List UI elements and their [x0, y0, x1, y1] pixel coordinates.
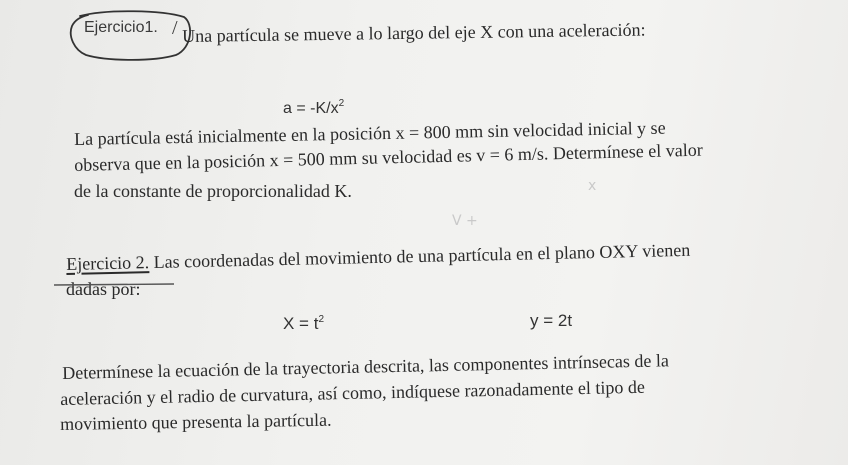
exercise1-slash: / [172, 17, 178, 39]
bleed-through-mark: V + [452, 213, 478, 229]
exercise2-paragraph-line-1: Determínese la ecuación de la trayectoria descrita, las componentes intrínsecas de la [62, 350, 670, 383]
exercise2-equation-y: y = 2t [530, 311, 573, 330]
exercise2-equation-x [283, 314, 324, 334]
equation-a-exponent: 2 [338, 98, 345, 109]
exercise2-statement-line-2: dadas por: [66, 279, 141, 299]
exercise1-label: Ejercicio1. [84, 19, 158, 36]
exercise1-paragraph-line-3: de la constante de proporcionalidad K. [74, 181, 352, 201]
equation-x-lhs: X = t [283, 314, 319, 333]
exercise2-statement: Las coordenadas del movimiento de una partícula en el plano OXY vienen [148, 239, 691, 273]
exercise2-paragraph-line-3: movimiento que presenta la partícula. [60, 409, 332, 434]
exercise1-paragraph-line-1: La partícula está inicialmente en la posición x = 800 mm sin velocidad inicial y se [74, 117, 666, 149]
equation-a-lhs: a = -K/x [283, 100, 339, 117]
exercise2-label: Ejercicio 2. [66, 252, 150, 274]
exercise1-paragraph-line-2: observa que en la posición x = 500 mm su velocidad es v = 6 m/s. Determínese el valor [74, 139, 703, 175]
pencil-underline-mark [54, 283, 174, 286]
equation-x-exponent: 2 [318, 314, 324, 325]
exercise2-heading-line [66, 240, 690, 274]
exercise2-paragraph-line-2: aceleración y el radio de curvatura, así como, indíquese razonadamente el tipo de [60, 376, 646, 409]
bleed-through-mark: x [588, 178, 597, 194]
exercise1-equation [283, 98, 344, 118]
exercise1-statement: Una partícula se mueve a lo largo del eje X con una aceleración: [182, 19, 646, 46]
